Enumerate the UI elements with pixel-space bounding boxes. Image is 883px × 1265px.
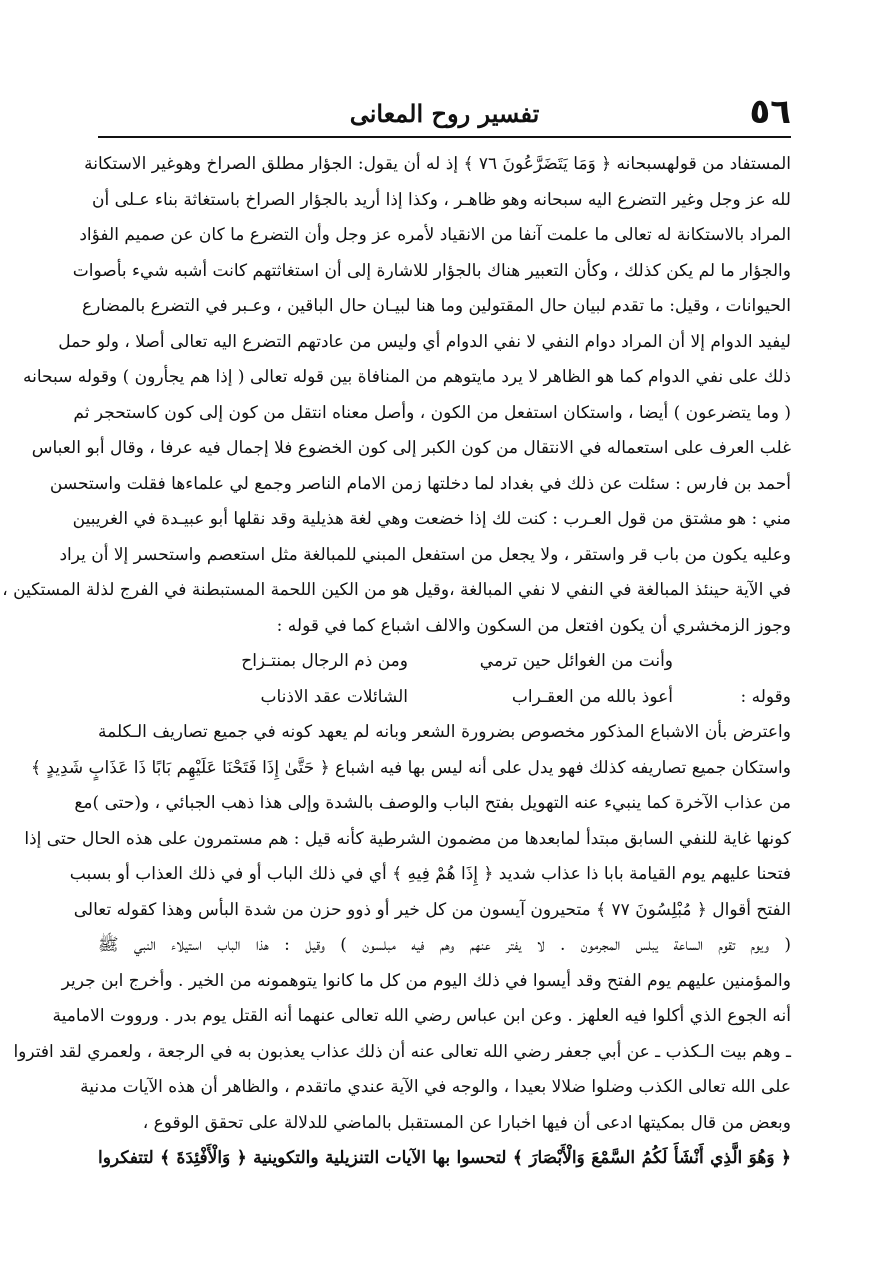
page-header: [98, 92, 791, 136]
text-line: مني : هو مشتق من قول العـرب : كنت لك إذا خضعت وهي لغة هذيلية وقد نقلها أبو عبيـدة في الغريبين: [72, 509, 791, 529]
poetry-verse: [98, 644, 791, 680]
poetry-verse: [98, 680, 791, 716]
text-line: والجؤار ما لم يكن كذلك ، وكأن التعبير هناك بالجؤار للاشارة إلى أن استغاثتهم كانت أشبه شيء بأصوات: [72, 260, 791, 281]
text-line: واعترض بأن الاشباع المذكور مخصوص بضرورة الشعر وبانه لم يعهد كونه في جميع تصاريف الـكلمة: [98, 722, 791, 742]
verse-intro: وقوله :: [740, 686, 791, 707]
quran-verse-line: ﴿ وَهُوَ الَّذِي أَنْشَأَ لَكُمُ السَّمْعَ وَالْأَبْصَارَ ﴾ لتحسوا بها الآيات التنزيلية والتكوينية ﴿ وَالْأَفْئِدَةَ ﴾ لتتفكروا: [98, 1148, 791, 1168]
verse-first-hemistich: وأنت من الغوائل حين ترمي: [479, 651, 673, 671]
text-line: وعليه يكون من باب قر واستقر ، ولا يجعل من استفعل المبني للمبالغة مثل استعصم واستحسر إلا أن يراد: [59, 544, 791, 565]
text-line: واستكان جميع تصاريفه كذلك فهو يدل على أنه ليس بها فيه اشباع ﴿ حَتَّىٰ إِذَا فَتَحْنَا عَلَيْهِم بَابًا ذَا عَذَابٍ شَدِيدٍ ﴾: [30, 757, 791, 778]
text-line: في الآية حينئذ المبالغة في النفي لا نفي المبالغة ،وقيل هو من الكين اللحمة المستبطنة في الفرج لذلة المستكين ،: [2, 580, 791, 600]
text-line: المستفاد من قولهسبحانه ﴿ وَمَا يَتَضَرَّعُونَ ٧٦ ﴾ إذ له أن يقول: الجؤار مطلق الصراخ وهوغير الاستكانة: [84, 154, 791, 174]
text-line: أحمد بن فارس : سئلت عن ذلك في بغداد لما دخلتها زمن الامام الناصر وجمع لي علماءها فقلت واستحسن: [49, 473, 791, 494]
text-line: ذلك على نفي الدوام كما هو الظاهر لا يرد مايتوهم من المنافاة بين قوله تعالى ( إذا هم يجأرون ) وقوله سبحانه: [23, 367, 791, 387]
text-line: لله عز وجل وغير التضرع اليه سبحانه وهو ظاهـر ، وكذا إذا أريد بالجؤار الصراخ باستغاثة بناء عـلى أن: [92, 189, 791, 210]
text-line: فتحنا عليهم يوم القيامة بابا ذا عذاب شديد ﴿ إِذَا هُمْ فِيهِ ﴾ أي في ذلك الباب أو في ذلك العذاب أو بسبب: [69, 864, 791, 884]
text-body: [2, 147, 791, 1177]
text-line: ( ويوم تقوم الساعة يبلس المجرمون . لا يفتر عنهم وهم فيه مبلسون ) وقيل : هذا الباب استيلاء النبي ﷺ: [98, 935, 791, 955]
verse-intro: [673, 644, 791, 680]
text-line: الفتح أقوال ﴿ مُبْلِسُونَ ٧٧ ﴾ متحيرون آيسون من كل خير أو ذوو حزن من شدة البأس وهذا كقوله تعالى: [73, 899, 791, 920]
text-line: كونها غاية للنفي السابق مبتدأ لمابعدها من مضمون الشرطية كأنه قيل : هم مستمرون على هذه الحال حتى إذا: [24, 828, 791, 849]
text-line: غلب العرف على استعماله في الانتقال من كون الكبر إلى كون الخضوع فلا إجمال فيه عرفا ، وقال أبو العباس: [31, 438, 791, 458]
text-line: ـ وهم بيت الـكذب ـ عن أبي جعفر رضي الله تعالى عنه أن ذلك عذاب يعذبون به في الرجعة ، ولعمري لقد افتروا: [13, 1041, 791, 1062]
text-line: على الله تعالى الكذب وضلوا ضلالا بعيدا ، والوجه في الآية عندي ماتقدم ، والظاهر أن هذه الآيات مدنية: [80, 1077, 791, 1097]
verse-second-hemistich: ومن ذم الرجال بمنتـزاح: [241, 651, 408, 671]
text-line: وجوز الزمخشري أن يكون افتعل من السكون والالف اشباع كما في قوله :: [276, 615, 791, 636]
text-line: ليفيد الدوام إلا أن المراد دوام النفي لا نفي الدوام أي وليس من عادتهم التضرع اليه تعالى أصلا ، ولو حمل: [58, 331, 791, 352]
text-line: أنه الجوع الذي أكلوا فيه العلهز . وعن ابن عباس رضي الله تعالى عنهما أنه القتل يوم بدر . ورووت الامامية: [52, 1006, 791, 1026]
text-line: من عذاب الآخرة كما ينبيء عنه التهويل بفتح الباب والوصف بالشدة وإلى هذا ذهب الجبائي ، و(حتى )مع: [74, 793, 791, 813]
running-title: تفسير روح المعانى: [349, 99, 540, 128]
text-line: وبعض من قال بمكيتها ادعى أن فيها اخبارا عن المستقبل بالماضي للدلالة على تحقق الوقوع ،: [142, 1112, 791, 1133]
text-line: الحيوانات ، وقيل: ما تقدم لبيان حال المقتولين وما هنا لبيـان حال الباقين ، وعـبر في التضرع بالمضارع: [82, 296, 791, 316]
text-line: ( وما يتضرعون ) أيضا ، واستكان استفعل من الكون ، وأصل معناه انتقل من كون إلى كون كاستحجر ثم: [73, 402, 791, 423]
verse-second-hemistich: الشائلات عقد الاذناب: [260, 686, 408, 707]
text-line: المراد بالاستكانة له تعالى ما علمت آنفا من الانقياد لأمره عز وجل وأن التضرع ما كان عن صميم الفؤاد: [79, 225, 791, 245]
header-rule: [98, 136, 791, 138]
text-line: والمؤمنين عليهم يوم الفتح وقد أيسوا في ذلك اليوم من كل ما كانوا يتوهمونه من الخير . وأخرج ابن جرير: [61, 970, 791, 991]
verse-first-hemistich: أعوذ بالله من العقـراب: [511, 686, 673, 707]
page-number: ٥٦: [749, 92, 791, 132]
